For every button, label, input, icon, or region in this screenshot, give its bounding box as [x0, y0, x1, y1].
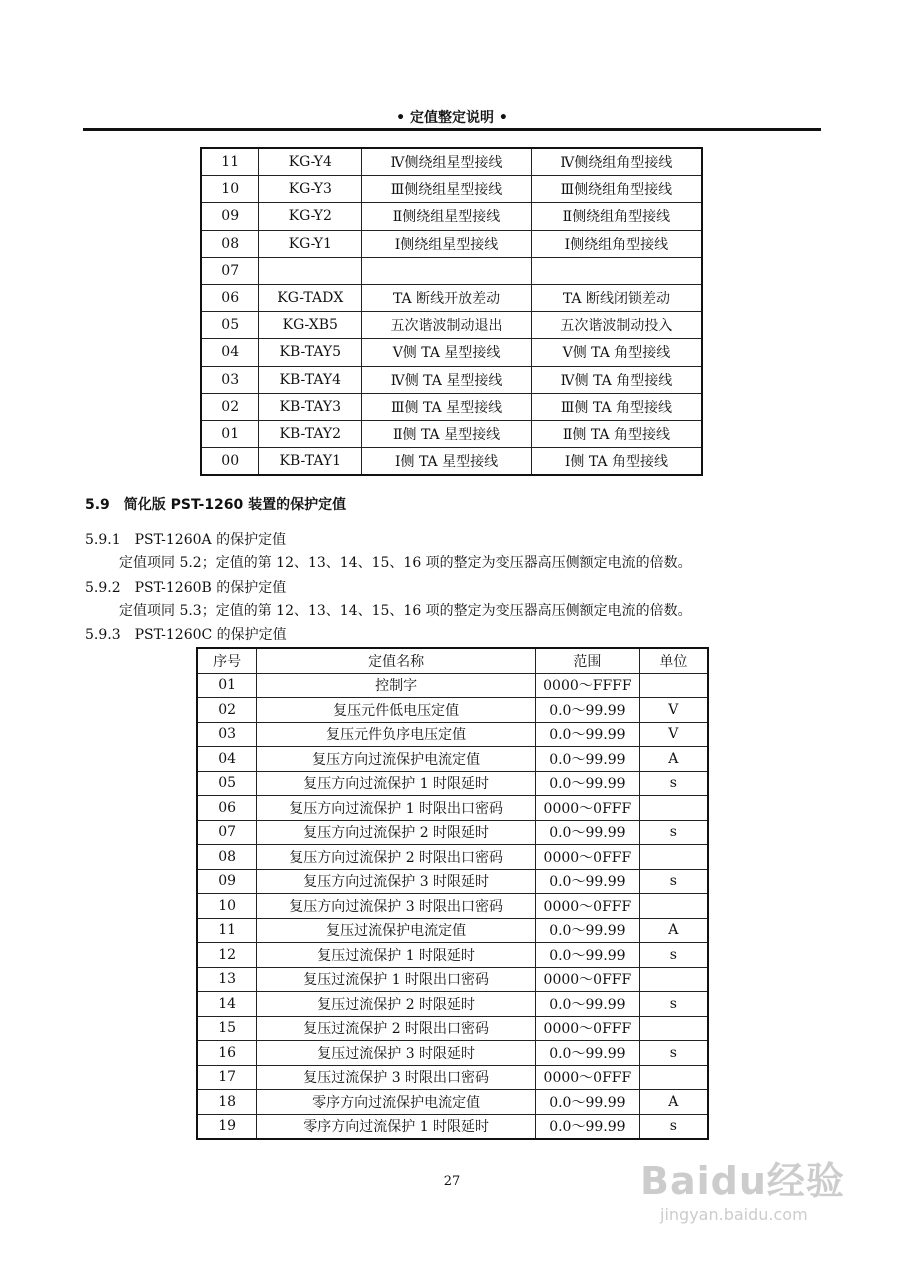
table-cell: KG-Y1 — [259, 230, 362, 257]
table-cell — [362, 257, 532, 284]
table-cell: 15 — [197, 1016, 257, 1041]
table-cell: 00 — [201, 448, 259, 476]
table-cell: 14 — [197, 992, 257, 1017]
watermark-url: jingyan.baidu.com — [660, 1205, 808, 1224]
table-cell: s — [639, 1041, 708, 1066]
table-cell: Ⅰ侧绕组角型接线 — [531, 230, 702, 257]
table-cell: 06 — [197, 796, 257, 821]
table-cell: 08 — [197, 845, 257, 870]
table-cell: 复压过流保护 1 时限出口密码 — [257, 967, 536, 992]
subsection-heading-b: 5.9.2 PST-1260B 的保护定值 — [85, 580, 287, 596]
table-cell: 0000～0FFF — [536, 1065, 640, 1090]
table-cell: Ⅳ侧 TA 角型接线 — [531, 366, 702, 393]
table-row — [197, 967, 708, 992]
table-cell: 复压方向过流保护 3 时限出口密码 — [257, 894, 536, 919]
table-cell: 0000～0FFF — [536, 1016, 640, 1041]
table-cell: TA 断线开放差动 — [362, 284, 532, 311]
table-cell: 09 — [201, 203, 259, 230]
table-cell: 复压过流保护 2 时限延时 — [257, 992, 536, 1017]
table-row — [201, 148, 702, 176]
table-cell: s — [639, 771, 708, 796]
table-cell: 0000～0FFF — [536, 894, 640, 919]
table-row — [201, 420, 702, 447]
table-cell: 复压过流保护电流定值 — [257, 918, 536, 943]
page-number: 27 — [443, 1174, 461, 1189]
table-cell — [639, 894, 708, 919]
table-cell — [639, 673, 708, 698]
table-cell: 0.0～99.99 — [536, 1041, 640, 1066]
table-cell: 02 — [201, 393, 259, 420]
table-cell: 零序方向过流保护电流定值 — [257, 1090, 536, 1115]
table-cell: Ⅲ侧 TA 星型接线 — [362, 393, 532, 420]
subsection-heading-c: 5.9.3 PST-1260C 的保护定值 — [85, 627, 287, 643]
settings-table — [196, 647, 709, 1140]
table-row — [201, 203, 702, 230]
table-row — [197, 918, 708, 943]
table-cell: Ⅳ侧绕组星型接线 — [362, 148, 532, 176]
table-cell: 02 — [197, 698, 257, 723]
table-cell: Ⅰ侧绕组星型接线 — [362, 230, 532, 257]
table-cell: KB-TAY3 — [259, 393, 362, 420]
table-row — [197, 747, 708, 772]
table-row — [197, 1090, 708, 1115]
table-row — [197, 771, 708, 796]
table-cell: 0000～0FFF — [536, 967, 640, 992]
table-cell: 五次谐波制动投入 — [531, 312, 702, 339]
table-cell: 复压方向过流保护 3 时限延时 — [257, 869, 536, 894]
table-cell: Ⅲ侧 TA 角型接线 — [531, 393, 702, 420]
running-header: • 定值整定说明 • — [396, 110, 508, 126]
table-header-row — [197, 648, 708, 673]
table-cell — [639, 796, 708, 821]
table-cell: 08 — [201, 230, 259, 257]
table-cell: 11 — [201, 148, 259, 176]
table-cell: TA 断线闭锁差动 — [531, 284, 702, 311]
table-cell: 04 — [197, 747, 257, 772]
table-cell: 0.0～99.99 — [536, 1090, 640, 1115]
table-cell: s — [639, 943, 708, 968]
table-cell: KG-TADX — [259, 284, 362, 311]
table-cell: 0.0～99.99 — [536, 722, 640, 747]
table-cell: 0.0～99.99 — [536, 820, 640, 845]
table-row — [197, 943, 708, 968]
header-cell: 序号 — [197, 648, 257, 673]
table-cell: Ⅱ侧绕组角型接线 — [531, 203, 702, 230]
table-cell: 0.0～99.99 — [536, 747, 640, 772]
table-cell: 03 — [197, 722, 257, 747]
header-cell: 范围 — [536, 648, 640, 673]
table-cell: 复压过流保护 3 时限延时 — [257, 1041, 536, 1066]
table-cell: 0.0～99.99 — [536, 992, 640, 1017]
table-cell: 05 — [197, 771, 257, 796]
table-cell: 五次谐波制动退出 — [362, 312, 532, 339]
table-cell: s — [639, 992, 708, 1017]
table-cell: KG-Y4 — [259, 148, 362, 176]
table-cell: 零序方向过流保护 1 时限延时 — [257, 1114, 536, 1139]
table-cell: 复压方向过流保护 2 时限出口密码 — [257, 845, 536, 870]
table-cell: KB-TAY2 — [259, 420, 362, 447]
table-cell: KG-XB5 — [259, 312, 362, 339]
table-row — [197, 992, 708, 1017]
table-cell: 0.0～99.99 — [536, 1114, 640, 1139]
table-row — [197, 894, 708, 919]
table-cell: 复压元件低电压定值 — [257, 698, 536, 723]
watermark-brand: Baidu经验 — [640, 1159, 845, 1203]
table-cell: KB-TAY5 — [259, 339, 362, 366]
table-cell: 10 — [201, 176, 259, 203]
table-row — [197, 845, 708, 870]
table-cell: 0000～0FFF — [536, 845, 640, 870]
table-cell: 复压过流保护 3 时限出口密码 — [257, 1065, 536, 1090]
table-cell — [639, 967, 708, 992]
table-row — [197, 1065, 708, 1090]
table-row — [201, 176, 702, 203]
table-cell: 04 — [201, 339, 259, 366]
table-cell: 18 — [197, 1090, 257, 1115]
table-cell: 0.0～99.99 — [536, 918, 640, 943]
table-cell: 03 — [201, 366, 259, 393]
table-cell: A — [639, 747, 708, 772]
table-cell: s — [639, 820, 708, 845]
table-cell: 07 — [197, 820, 257, 845]
table-row — [197, 796, 708, 821]
header-cell: 单位 — [639, 648, 708, 673]
table-cell: 06 — [201, 284, 259, 311]
table-cell: KB-TAY4 — [259, 366, 362, 393]
table-cell: 0.0～99.99 — [536, 943, 640, 968]
table-cell: 0.0～99.99 — [536, 869, 640, 894]
table-cell: Ⅱ侧绕组星型接线 — [362, 203, 532, 230]
table-cell: 复压方向过流保护电流定值 — [257, 747, 536, 772]
table-cell: 09 — [197, 869, 257, 894]
table-cell: 05 — [201, 312, 259, 339]
table-cell: 复压元件负序电压定值 — [257, 722, 536, 747]
table-row — [201, 339, 702, 366]
table-cell: KB-TAY1 — [259, 448, 362, 476]
table-cell: 复压过流保护 1 时限延时 — [257, 943, 536, 968]
table-row — [197, 698, 708, 723]
subsection-text-a: 定值项同 5.2；定值的第 12、13、14、15、16 项的整定为变压器高压侧额定电流的倍数。 — [119, 555, 692, 571]
table-row — [197, 1041, 708, 1066]
table-cell: s — [639, 869, 708, 894]
table-cell: 0.0～99.99 — [536, 698, 640, 723]
table-row — [197, 1016, 708, 1041]
table-cell: 10 — [197, 894, 257, 919]
table-cell: V — [639, 722, 708, 747]
header-cell: 定值名称 — [257, 648, 536, 673]
table-cell: Ⅰ侧 TA 角型接线 — [531, 448, 702, 476]
table-cell: Ⅴ侧 TA 星型接线 — [362, 339, 532, 366]
table-cell: 12 — [197, 943, 257, 968]
table-cell: A — [639, 1090, 708, 1115]
table-cell: 13 — [197, 967, 257, 992]
table-cell: Ⅲ侧绕组星型接线 — [362, 176, 532, 203]
watermark-logo — [640, 1150, 845, 1224]
table-cell: 复压方向过流保护 2 时限延时 — [257, 820, 536, 845]
table-cell: KG-Y2 — [259, 203, 362, 230]
table-cell: Ⅲ侧绕组角型接线 — [531, 176, 702, 203]
table-row — [201, 393, 702, 420]
subsection-text-b: 定值项同 5.3；定值的第 12、13、14、15、16 项的整定为变压器高压侧额定电流的倍数。 — [119, 603, 692, 619]
table-row — [201, 448, 702, 476]
table-cell: 0000～0FFF — [536, 796, 640, 821]
table-row — [197, 1114, 708, 1139]
table-cell: 0000～FFFF — [536, 673, 640, 698]
table-cell: 07 — [201, 257, 259, 284]
table-cell — [639, 845, 708, 870]
table-cell: 控制字 — [257, 673, 536, 698]
table-cell: Ⅰ侧 TA 星型接线 — [362, 448, 532, 476]
table-cell: A — [639, 918, 708, 943]
table-cell: 19 — [197, 1114, 257, 1139]
table-cell — [639, 1016, 708, 1041]
table-cell: Ⅱ侧 TA 角型接线 — [531, 420, 702, 447]
table-cell: 复压方向过流保护 1 时限延时 — [257, 771, 536, 796]
table-cell — [639, 1065, 708, 1090]
table-cell: Ⅳ侧 TA 星型接线 — [362, 366, 532, 393]
table-row — [197, 722, 708, 747]
table-row — [201, 230, 702, 257]
table-cell: 复压方向过流保护 1 时限出口密码 — [257, 796, 536, 821]
table-cell: 复压过流保护 2 时限出口密码 — [257, 1016, 536, 1041]
subsection-heading-a: 5.9.1 PST-1260A 的保护定值 — [85, 532, 287, 548]
table-row — [201, 312, 702, 339]
table-cell: 16 — [197, 1041, 257, 1066]
table-cell: Ⅳ侧绕组角型接线 — [531, 148, 702, 176]
table-row — [201, 284, 702, 311]
table-cell: 0.0～99.99 — [536, 771, 640, 796]
table-row — [201, 257, 702, 284]
control-word-table — [200, 147, 703, 476]
table-cell: 01 — [197, 673, 257, 698]
table-cell: 17 — [197, 1065, 257, 1090]
table-row — [197, 869, 708, 894]
table-cell: KG-Y3 — [259, 176, 362, 203]
table-row — [201, 366, 702, 393]
table-cell: V — [639, 698, 708, 723]
table-row — [197, 820, 708, 845]
table-cell: Ⅱ侧 TA 星型接线 — [362, 420, 532, 447]
table-row — [197, 673, 708, 698]
section-heading: 5.9 简化版 PST-1260 装置的保护定值 — [85, 497, 347, 513]
table-cell — [259, 257, 362, 284]
table-cell — [531, 257, 702, 284]
table-cell: Ⅴ侧 TA 角型接线 — [531, 339, 702, 366]
table-cell: 11 — [197, 918, 257, 943]
table-cell: 01 — [201, 420, 259, 447]
table-cell: s — [639, 1114, 708, 1139]
header-rule — [83, 128, 821, 131]
